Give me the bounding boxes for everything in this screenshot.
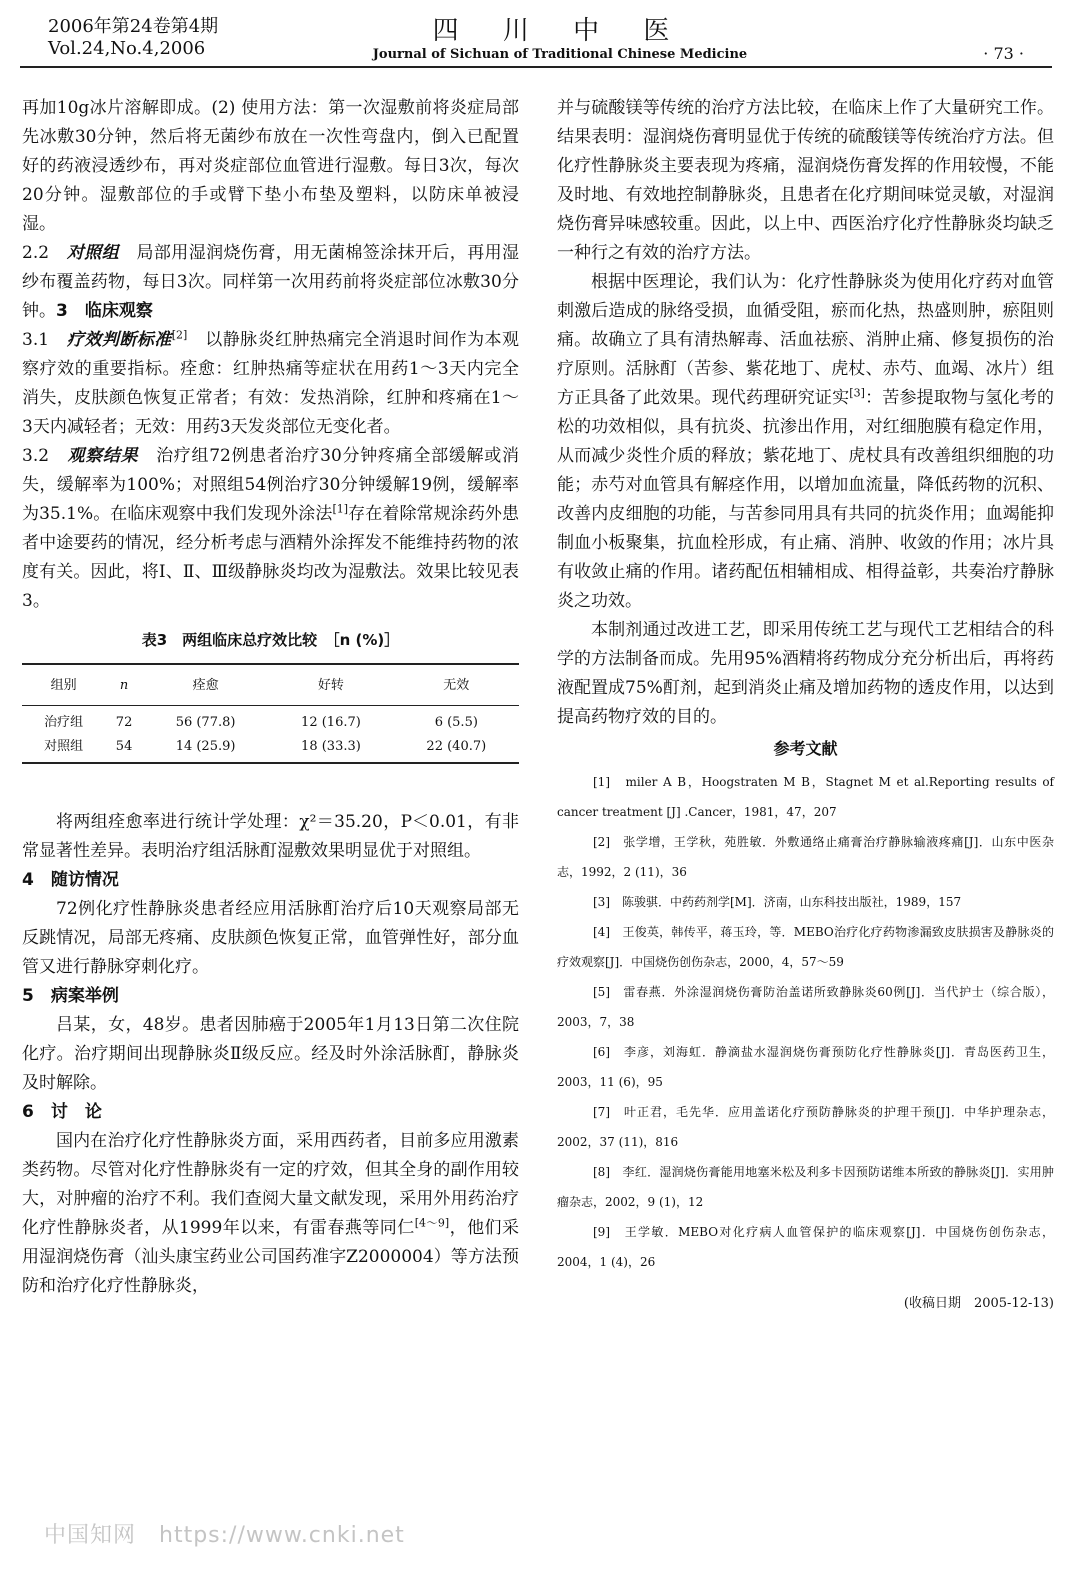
- journal-title: [300, 16, 820, 64]
- citation-2: [2]: [171, 328, 188, 342]
- citation-1: [1]: [332, 502, 349, 516]
- table-title: 表3 两组临床总疗效比较 ［n (%)］: [141, 631, 400, 649]
- references-list: [557, 767, 1054, 1277]
- cnki-watermark: 中国知网 https://www.cnki.net: [44, 1523, 405, 1548]
- table-cell: 72: [115, 715, 133, 730]
- reference-item: [2] 张学增，王学秋，苑胜敏．外敷通络止痛膏治疗静脉输液疼痛[J]．山东中医杂志，1992，2 (11)，36: [557, 835, 1054, 879]
- reference-item: [6] 李彦，刘海虹．静滴盐水湿润烧伤膏预防化疗性静脉炎[J]．青岛医药卫生，2003，11 (6)，95: [557, 1045, 1054, 1089]
- table-header-cell: n: [105, 664, 143, 706]
- section-3-heading: 3 临床观察: [56, 301, 153, 321]
- reference-item: [8] 李红．湿润烧伤膏能用地塞米松及利多卡因预防诺维本所致的静脉炎[J]．实用肿瘤杂志，2002，9 (1)，12: [557, 1165, 1054, 1209]
- received-date: (收稿日期 2005-12-13): [903, 1296, 1054, 1311]
- section-3-1-num: 3.1: [22, 330, 50, 350]
- preparation-paragraph: 本制剂通过改进工艺，即采用传统工艺与现代工艺相结合的科学的方法制备而成。先用95%酒精将药物成分充分析出后，再将药液配置成75%酊剂，起到消炎止痛及增加药物的透皮作用，以达到提高药物疗效的目的。: [557, 620, 1054, 727]
- reference-item: [9] 王学敏．MEBO对化疗病人血管保护的临床观察[J]．中国烧伤创伤杂志，2004，1 (4)，26: [557, 1225, 1054, 1269]
- table-header-cell: 组别: [22, 664, 105, 706]
- table-row: [22, 706, 519, 736]
- section-2-2-title: 对照组: [66, 243, 120, 263]
- tcm-theory-text-a: 根据中医理论，我们认为：化疗性静脉炎为使用化疗药对血管刺激后造成的脉络受损，血循受阻，瘀而化热，热盛则肿，瘀阻则痛。故确立了具有清热解毒、活血祛瘀、消肿止痛、修复损伤的治疗原则。活脉酊（苦参、紫花地丁、虎杖、赤芍、血竭、冰片）组方正具备了此效果。现代药理研究证实: [557, 272, 1054, 408]
- issue-cn: 2006年第24卷第4期: [48, 16, 219, 37]
- section-5-heading: 5 病案举例: [22, 986, 119, 1006]
- table-cell: 14 (25.9): [143, 735, 268, 763]
- statistics-paragraph: 将两组痊愈率进行统计学处理：χ²＝35.20，P＜0.01，有非常显著性差异。表明治疗组活脉酊湿敷效果明显优于对照组。: [22, 812, 519, 861]
- page-number: · 73 ·: [983, 44, 1024, 63]
- issue-en: Vol.24,No.4,2006: [48, 38, 206, 59]
- table-cell: 22 (40.7): [394, 735, 519, 763]
- section-3-1-text: 以静脉炎红肿热痛完全消退时间作为本观察疗效的重要指标。痊愈：红肿热痛等症状在用药1～3天内完全消失，皮肤颜色恢复正常者；有效：发热消除，红肿和疼痛在1～3天内减轻者；无效：用药3天发炎部位无变化者。: [22, 330, 520, 437]
- section-6-text-a: 国内在治疗化疗性静脉炎方面，采用西药者，目前多应用激素类药物。尽管对化疗性静脉炎有一定的疗效，但其全身的副作用较大，对肿瘤的治疗不利。我们查阅大量文献发现，采用外用药治疗化疗性静脉炎者，从1999年以来，有雷春燕等同仁: [22, 1131, 519, 1238]
- tcm-theory-paragraph: [557, 268, 1054, 616]
- section-5-text: 吕某，女，48岁。患者因肺癌于2005年1月13日第二次住院化疗。治疗期间出现静脉炎Ⅱ级反应。经及时外涂活脉酊，静脉炎及时解除。: [22, 1015, 519, 1093]
- tcm-theory-text-b: ：苦参提取物与氢化考的松的功效相似，具有抗炎、抗渗出作用，对红细胞膜有稳定作用，从而减少炎性介质的释放；紫花地丁、虎杖具有改善组织细胞的功能；赤芍对血管具有解痉作用，以增加血流量，降低药物的沉积、改善内皮细胞的功能，与苦参同用具有共同的抗炎作用；血竭能抑制血小板聚集，抗血栓形成，有止痛、消肿、收敛的作用；冰片具有收敛止痛的作用。诸药配伍相辅相成、相得益彰，共奏治疗静脉炎之功效。: [557, 388, 1055, 611]
- table-3: [22, 626, 519, 764]
- section-4-heading: 4 随访情况: [22, 870, 119, 890]
- table-header-cell: 好转: [268, 664, 393, 706]
- section-3-2: [22, 442, 519, 616]
- citation-4-9: [4～9]: [414, 1216, 450, 1230]
- left-column: [22, 94, 519, 1301]
- journal-title-en: Journal of Sichuan of Traditional Chinese Medicine: [372, 47, 748, 62]
- reference-item: [3] 陈骏骐．中药药剂学[M]．济南，山东科技出版社，1989，157: [593, 895, 962, 909]
- section-2-2-text: 局部用湿润烧伤膏，用无菌棉签涂抹开后，再用湿纱布覆盖药物，每日3次。同样第一次用药前将炎症部位冰敷30分钟。: [22, 243, 520, 321]
- section-3-1-title: 疗效判断标准: [66, 330, 172, 350]
- section-3-2-text-b: 存在着除常规涂药外患者中途要药的情况，经分析考虑与酒精外涂挥发不能维持药物的浓度有关。因此，将Ⅰ、Ⅱ、Ⅲ级静脉炎均改为湿敷法。效果比较见表3。: [22, 504, 519, 611]
- references-title: 参考文献: [773, 739, 838, 758]
- journal-title-cn: 四 川 中 医: [432, 16, 688, 46]
- section-3-2-text-a: 治疗组72例患者治疗30分钟疼痛全部缓解或消失，缓解率为100%；对照组54例治疗30分钟缓解19例，缓解率为35.1%。在临床观察中我们发现外涂法: [22, 446, 519, 524]
- page-header: [0, 14, 1074, 70]
- section-3-1: [22, 326, 519, 442]
- section-2-2-num: 2.2: [22, 243, 50, 263]
- method-paragraph: 再加10g冰片溶解即成。(2) 使用方法：第一次湿敷前将炎症局部先冰敷30分钟，然后将无菌纱布放在一次性弯盘内，倒入已配置好的药液浸透纱布，再对炎症部位血管进行湿敷。每日3次，每次20分钟。湿敷部位的手或臂下垫小布垫及塑料，以防床单被浸湿。: [22, 98, 519, 234]
- table-header-cell: 痊愈: [143, 664, 268, 706]
- table-header-row: [22, 664, 519, 706]
- header-rule: [20, 66, 1052, 68]
- issue-info: [48, 16, 218, 60]
- reference-item: [4] 王俊英，韩传平，蒋玉玲，等．MEBO治疗化疗药物渗漏致皮肤损害及静脉炎的疗效观察[J]．中国烧伤创伤杂志，2000，4，57～59: [557, 925, 1054, 969]
- table-cell: 54: [105, 735, 143, 763]
- section-6-text-b: ，他们采用湿润烧伤膏（汕头康宝药业公司国药准字Z2000004）等方法预防和治疗化疗性静脉炎，: [22, 1218, 520, 1296]
- section-3-2-title: 观察结果: [67, 446, 139, 466]
- right-column: [557, 94, 1054, 1318]
- section-2-2: [22, 239, 519, 326]
- discussion-continued: 并与硫酸镁等传统的治疗方法比较，在临床上作了大量研究工作。结果表明：湿润烧伤膏明显优于传统的硫酸镁等传统治疗方法。但化疗性静脉炎主要表现为疼痛，湿润烧伤膏发挥的作用较慢，不能及时地、有效地控制静脉炎，且患者在化疗期间味觉灵敏，对湿润烧伤膏异味感较重。因此，以上中、西医治疗化疗性静脉炎均缺乏一种行之有效的治疗方法。: [557, 98, 1054, 263]
- table-cell: 对照组: [22, 735, 105, 763]
- table-cell: 6 (5.5): [434, 715, 478, 730]
- table-cell: 12 (16.7): [301, 715, 361, 730]
- table-cell: 18 (33.3): [268, 735, 393, 763]
- table-cell: 56 (77.8): [175, 715, 236, 730]
- citation-3: [3]: [849, 386, 865, 400]
- reference-item: [5] 雷春燕．外涂湿润烧伤膏防治盖诺所致静脉炎60例[J]．当代护士（综合版），2003，7，38: [557, 985, 1054, 1029]
- section-6-heading: 6 讨 论: [22, 1102, 102, 1122]
- reference-item: [7] 叶正君，毛先华．应用盖诺化疗预防静脉炎的护理干预[J]．中华护理杂志，2002，37 (11)，816: [557, 1105, 1054, 1149]
- section-6-text: [22, 1127, 519, 1301]
- section-4-text: 72例化疗性静脉炎患者经应用活脉酊治疗后10天观察局部无反跳情况，局部无疼痛、皮肤颜色恢复正常，血管弹性好，部分血管又进行静脉穿刺化疗。: [22, 899, 519, 977]
- reference-item: [1] miler A B，Hoogstraten M B，Stagnet M et al.Reporting results of cancer treatment [J] .Cancer，1981，47，207: [557, 775, 1054, 819]
- section-3-2-num: 3.2: [22, 446, 50, 466]
- table-header-cell: 无效: [394, 664, 519, 706]
- efficacy-table: [22, 663, 519, 764]
- table-row: [22, 735, 519, 763]
- table-cell: 治疗组: [44, 715, 84, 730]
